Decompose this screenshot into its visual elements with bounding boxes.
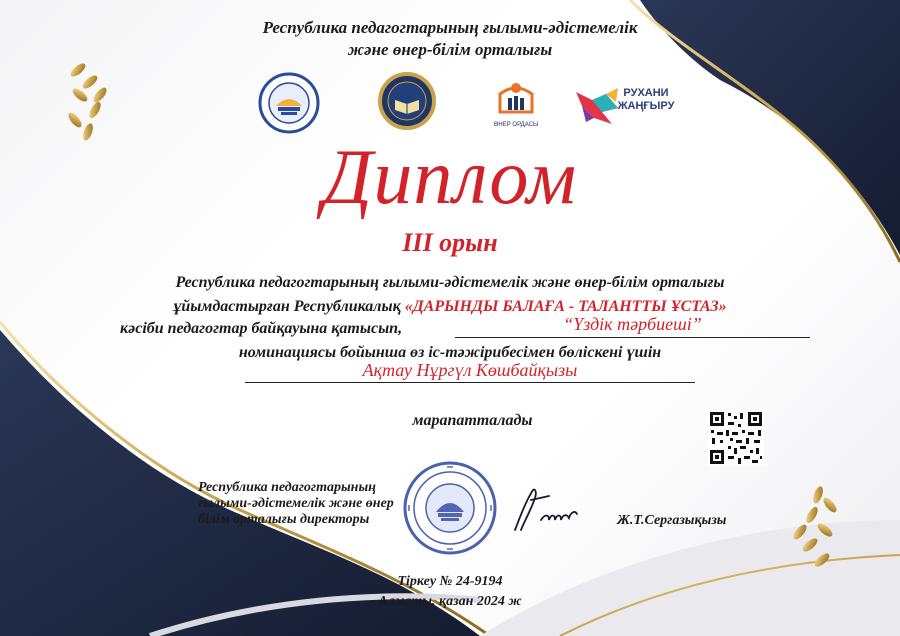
logo3-label: ӨНЕР ОРДАСЫ bbox=[493, 122, 539, 128]
header-line-2: және өнер-білім орталығы bbox=[347, 40, 553, 59]
oner-ordasy-icon bbox=[486, 72, 546, 132]
director-role-line-2: ғылыми-әдістемелік және өнер bbox=[198, 496, 394, 511]
rukhani-zhangyru-icon bbox=[572, 72, 682, 134]
diploma-title: Диплом bbox=[322, 133, 578, 220]
recipient-name: Ақтау Нұргүл Көшбайқызы bbox=[362, 360, 578, 380]
body-line-2-prefix: ұйымдастырған Республикалық bbox=[173, 298, 405, 315]
director-role-line-1: Республика педагогтарының bbox=[198, 480, 376, 495]
place-label: III орын bbox=[402, 228, 498, 257]
logo4-line1: РУХАНИ bbox=[623, 87, 669, 99]
body-line-4: номинациясы бойынша өз іс-тәжірибесімен бөліскені үшін bbox=[238, 344, 662, 361]
director-name: Ж.Т.Сергазықызы bbox=[617, 513, 727, 528]
director-role-line-3: білім орталығы директоры bbox=[198, 512, 370, 527]
contest-name: «ДАРЫНДЫ БАЛАҒА - ТАЛАНТТЫ ҰСТАЗ» bbox=[404, 298, 727, 315]
logo4-line2: ЖАҢҒЫРУ bbox=[617, 100, 675, 112]
nomination-underline bbox=[455, 337, 810, 338]
registration-number: Тіркеу № 24-9194 bbox=[397, 574, 503, 589]
director-signature-icon bbox=[505, 480, 585, 540]
awarded-label: марапатталады bbox=[412, 412, 533, 429]
body-line-1: Республика педагогтарының ғылыми-әдістемелік және өнер-білім орталығы bbox=[175, 274, 725, 291]
book-emblem-icon bbox=[378, 72, 436, 130]
qr-code-icon bbox=[708, 410, 764, 466]
institute-seal-icon bbox=[258, 72, 320, 134]
body-line-3: кәсіби педагогтар байқауына қатысып, bbox=[120, 320, 403, 337]
place-date: Алматы, қазан 2024 ж bbox=[378, 594, 522, 609]
nomination-value: “Үздік тәрбиеші” bbox=[563, 314, 702, 334]
official-stamp-icon bbox=[402, 460, 498, 556]
header-line-1: Республика педагогтарының ғылыми-әдістемелік bbox=[262, 18, 638, 37]
director-role bbox=[198, 480, 394, 528]
recipient-underline bbox=[245, 382, 695, 383]
